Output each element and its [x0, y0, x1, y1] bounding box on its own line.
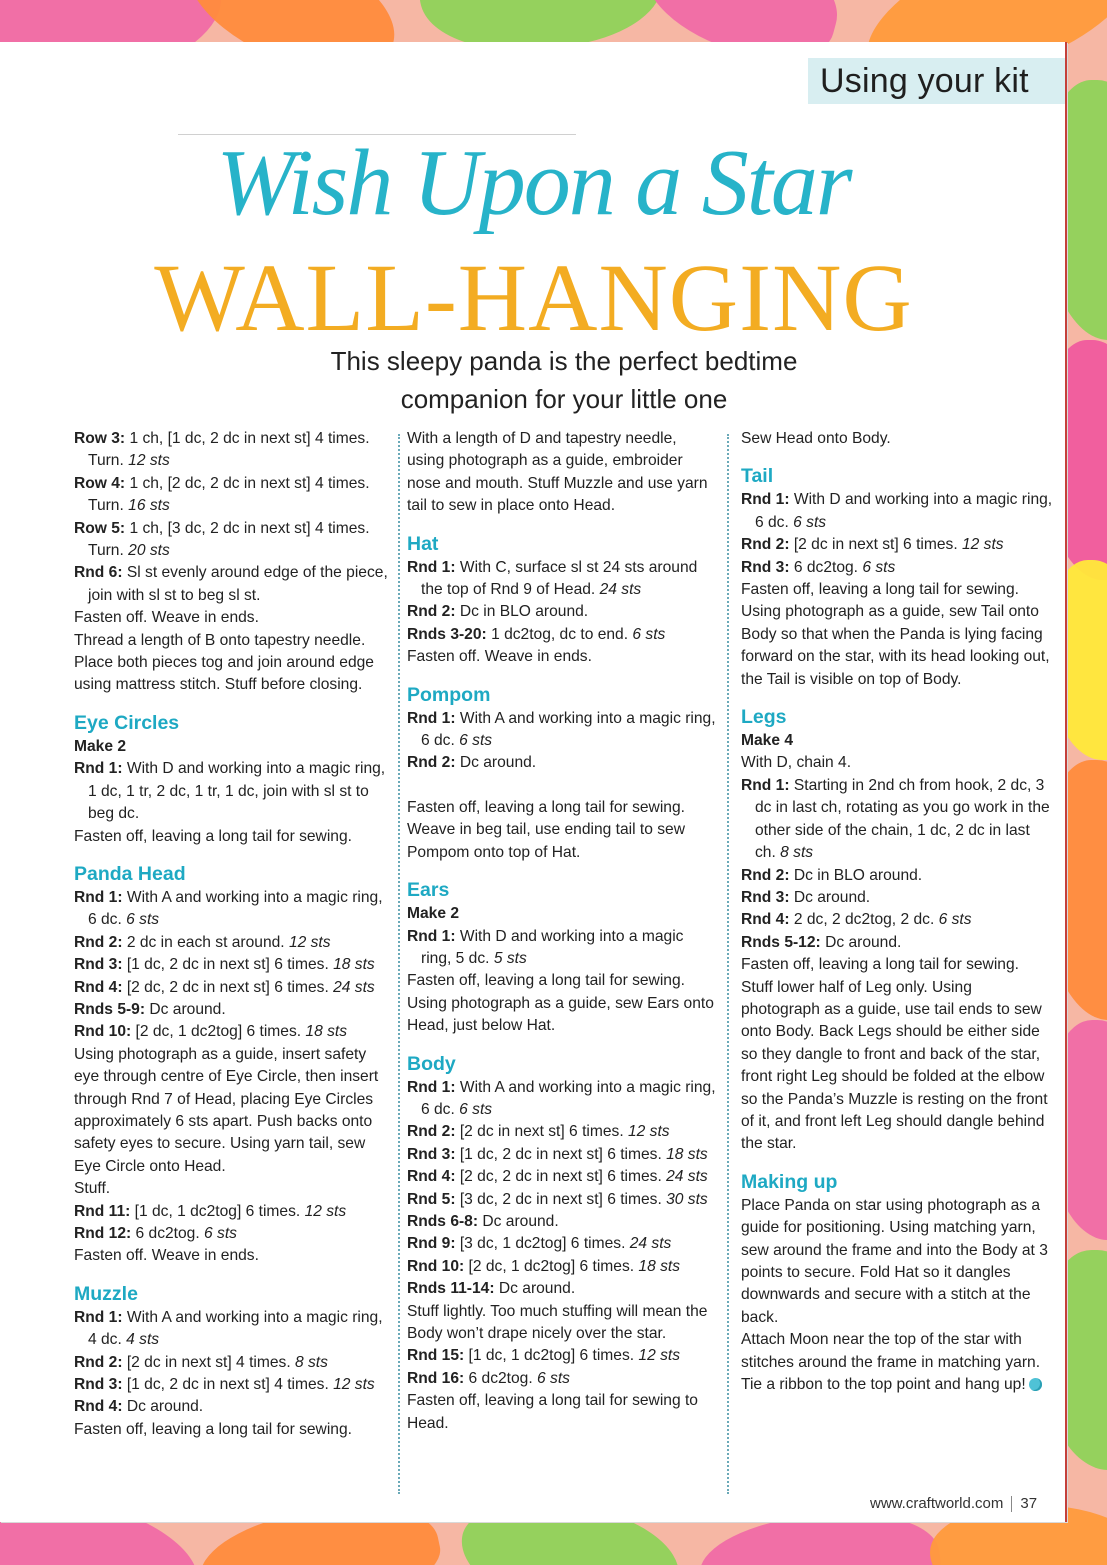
instruction-rnd: Rnd 5: [3 dc, 2 dc in next st] 6 times. 30 sts: [407, 1190, 708, 1208]
instruction-rnd: Rnds 11-14: Dc around.: [407, 1280, 576, 1298]
yarn-ball-icon: [1029, 1378, 1042, 1391]
instruction-rnd: Rnd 9: [3 dc, 1 dc2tog] 6 times. 24 sts: [407, 1235, 672, 1253]
subtitle: [0, 342, 1107, 418]
instruction-rnd: Rnd 2: [2 dc in next st] 6 times. 12 sts: [407, 1123, 670, 1141]
instruction-rnd: Rnd 2: 2 dc in each st around. 12 sts: [74, 933, 331, 951]
column-1: [74, 428, 392, 1441]
spacer: [407, 775, 717, 797]
instruction-rnd: Rnds 5-9: Dc around.: [74, 1000, 226, 1018]
instruction-rnd: Rnd 1: Starting in 2nd ch from hook, 2 dc, 3 dc in last ch, rotating as you go work in the other side of the chain, 1 dc, 2 dc in last ch. 8 sts: [741, 776, 1050, 862]
footer-divider: [1011, 1496, 1012, 1512]
make-count: Make 2: [407, 905, 460, 923]
instruction-row-5: Row 5: 1 ch, [3 dc, 2 dc in next st] 4 times. Turn. 20 sts: [74, 519, 370, 560]
instruction-rnd: Rnd 1: With D and working into a magic ring, 6 dc. 6 sts: [741, 491, 1053, 531]
instruction-rnd: Rnd 16: 6 dc2tog. 6 sts: [407, 1369, 570, 1387]
make-count: Make 4: [741, 732, 794, 750]
instruction-rnd: Rnd 11: [1 dc, 1 dc2tog] 6 times. 12 sts: [74, 1202, 347, 1220]
instruction-rnd: Rnd 4: [2 dc, 2 dc in next st] 6 times. 24 sts: [74, 978, 375, 996]
column-divider-1: [398, 434, 400, 1494]
instruction-rnd: Rnd 10: [2 dc, 1 dc2tog] 6 times. 18 sts: [74, 1023, 348, 1041]
instruction-rnd: Rnd 3: [1 dc, 2 dc in next st] 4 times. 12 sts: [74, 1376, 375, 1394]
instruction-rnd: Rnds 3-20: 1 dc2tog, dc to end. 6 sts: [407, 625, 666, 643]
title-line-2: WALL-HANGING: [154, 244, 913, 351]
instruction-rnd: Rnd 10: [2 dc, 1 dc2tog] 6 times. 18 sts: [407, 1257, 681, 1275]
title-line-1: Wish Upon a Star: [216, 131, 851, 235]
instruction-rnd-6: Rnd 6: Sl st evenly around edge of the piece, join with sl st to beg sl st.: [74, 564, 388, 604]
instruction-text: Fasten off, leaving a long tail for sewing to Head.: [407, 1392, 698, 1432]
instruction-rnd: Rnd 4: 2 dc, 2 dc2tog, 2 dc. 6 sts: [741, 911, 972, 929]
section-heading-muzzle: Muzzle: [74, 1282, 138, 1305]
instruction-text: Fasten off. Weave in ends.: [74, 1247, 259, 1265]
section-heading-hat: Hat: [407, 532, 439, 555]
instruction-row-3: Row 3: 1 ch, [1 dc, 2 dc in next st] 4 times. Turn. 12 sts: [74, 430, 370, 470]
instruction-rnd: Rnds 6-8: Dc around.: [407, 1212, 559, 1230]
instruction-text: Fasten off, leaving a long tail for sewing. Using photograph as a guide, sew Ears onto Head, just below Hat.: [407, 972, 714, 1035]
instruction-rnd: Rnd 1: With C, surface sl st 24 sts around the top of Rnd 9 of Head. 24 sts: [407, 558, 698, 599]
column-divider-2: [727, 434, 729, 1494]
section-heading-tail: Tail: [741, 465, 774, 488]
instruction-rnd: Rnd 1: With A and working into a magic ring, 6 dc. 6 sts: [407, 1078, 716, 1118]
instruction-rnd: Rnd 1: With A and working into a magic ring, 4 dc. 4 sts: [74, 1308, 383, 1349]
instruction-rnd: Rnd 1: With D and working into a magic ring, 5 dc. 5 sts: [407, 927, 684, 967]
instruction-text: Thread a length of B onto tapestry needle. Place both pieces tog and join around edge using mattress stitch. Stuff before closing.: [74, 631, 374, 694]
instruction-text: Fasten off, leaving a long tail for sewing.: [74, 827, 352, 845]
instruction-text: Fasten off. Weave in ends.: [407, 648, 592, 666]
section-heading-body: Body: [407, 1052, 456, 1075]
instruction-text: Fasten off, leaving a long tail for sewing. Using photograph as a guide, sew Tail onto Body so that when the Panda is lying facing forward on the star, with its head looking out, the Tail is visible on top of Body.: [741, 581, 1050, 688]
section-heading-panda-head: Panda Head: [74, 862, 186, 885]
instruction-rnd: Rnd 1: With A and working into a magic ring, 6 dc. 6 sts: [407, 709, 716, 750]
instruction-rnd: Rnd 1: With A and working into a magic ring, 6 dc. 6 sts: [74, 888, 383, 929]
section-heading-eye-circles: Eye Circles: [74, 711, 180, 734]
footer: [870, 1495, 1037, 1512]
section-heading-making-up: Making up: [741, 1170, 838, 1193]
instruction-rnd: Rnd 2: [2 dc in next st] 6 times. 12 sts: [741, 536, 1004, 554]
instruction-rnd: Rnd 3: [1 dc, 2 dc in next st] 6 times. 18 sts: [74, 956, 375, 974]
instruction-rnd: Rnd 3: Dc around.: [741, 888, 871, 906]
section-heading-ears: Ears: [407, 879, 450, 902]
subtitle-line-2: companion for your little one: [400, 384, 728, 414]
page-number: 37: [1020, 1495, 1038, 1512]
instruction-rnd: Rnd 3: [1 dc, 2 dc in next st] 6 times. 18 sts: [407, 1145, 708, 1163]
section-tab: Using your kit: [808, 58, 1065, 104]
instruction-text: Fasten off, leaving a long tail for sewing. Weave in beg tail, use ending tail to sew Pompom onto top of Hat.: [407, 798, 685, 861]
instruction-row-4: Row 4: 1 ch, [2 dc, 2 dc in next st] 4 times. Turn. 16 sts: [74, 474, 370, 515]
instruction-text: Sew Head onto Body.: [741, 430, 891, 447]
instruction-rnd: Rnd 2: Dc in BLO around.: [407, 603, 589, 621]
instruction-rnd: Rnd 2: Dc in BLO around.: [741, 866, 923, 884]
section-heading-legs: Legs: [741, 706, 787, 729]
instruction-rnd: Rnd 4: Dc around.: [74, 1398, 204, 1416]
website-link[interactable]: www.craftworld.com: [870, 1495, 1004, 1512]
column-3: [741, 428, 1053, 1396]
instruction-rnd: Rnd 2: Dc around.: [407, 754, 537, 772]
instruction-text: Fasten off, leaving a long tail for sewing. Stuff lower half of Leg only. Using photograph as a guide, use tail ends to sew onto Body. Back Legs should be either side so they dangle to front and back of the star, front right Leg should be folded at the elbow so the Panda’s Muzzle is resting on the front of it, and front left Leg should dangle behind the star.: [741, 956, 1048, 1153]
instruction-text: Using photograph as a guide, insert safety eye through centre of Eye Circle, then insert through Rnd 7 of Head, placing Eye Circles approximately 6 sts apart. Push backs onto safety eyes to secure. Using yarn tail, sew Eye Circle onto Head.: [74, 1045, 379, 1175]
make-count: Make 2: [74, 737, 127, 755]
subtitle-line-1: This sleepy panda is the perfect bedtime: [330, 346, 798, 376]
instruction-rnd: Rnd 3: 6 dc2tog. 6 sts: [741, 558, 896, 576]
instruction-text: With D, chain 4.: [741, 754, 852, 772]
instruction-text: Place Panda on star using photograph as a guide for positioning. Using matching yarn, sew around the frame and into the Body at 3 points to secure. Fold Hat so it dangles downwards and secure with a stitch at the back.: [741, 1196, 1048, 1326]
instruction-text: Fasten off, leaving a long tail for sewing.: [74, 1420, 352, 1438]
instruction-text: With a length of D and tapestry needle, using photograph as a guide, embroider nose and mouth. Stuff Muzzle and use yarn tail to sew in place onto Head.: [407, 430, 708, 515]
column-2: [407, 428, 717, 1435]
instruction-rnd: Rnd 1: With D and working into a magic ring, 1 dc, 1 tr, 2 dc, 1 tr, 1 dc, join with sl st to beg dc.: [74, 760, 386, 823]
instruction-rnd: Rnd 15: [1 dc, 1 dc2tog] 6 times. 12 sts: [407, 1347, 681, 1365]
instruction-rnd: Rnd 12: 6 dc2tog. 6 sts: [74, 1225, 237, 1242]
page: [0, 42, 1067, 1522]
instruction-text: Fasten off. Weave in ends.: [74, 609, 259, 627]
instruction-text: Stuff.: [74, 1180, 111, 1198]
instruction-rnd: Rnd 4: [2 dc, 2 dc in next st] 6 times. 24 sts: [407, 1168, 708, 1186]
instruction-text-final: Attach Moon near the top of the star with stitches around the frame in matching yarn. Tie a ribbon to the top point and hang up!: [741, 1331, 1041, 1394]
instruction-rnd: Rnds 5-12: Dc around.: [741, 933, 902, 951]
instruction-rnd: Rnd 2: [2 dc in next st] 4 times. 8 sts: [74, 1353, 328, 1371]
section-heading-pompom: Pompom: [407, 683, 491, 706]
instruction-text: Stuff lightly. Too much stuffing will mean the Body won’t drape nicely over the star.: [407, 1302, 708, 1342]
